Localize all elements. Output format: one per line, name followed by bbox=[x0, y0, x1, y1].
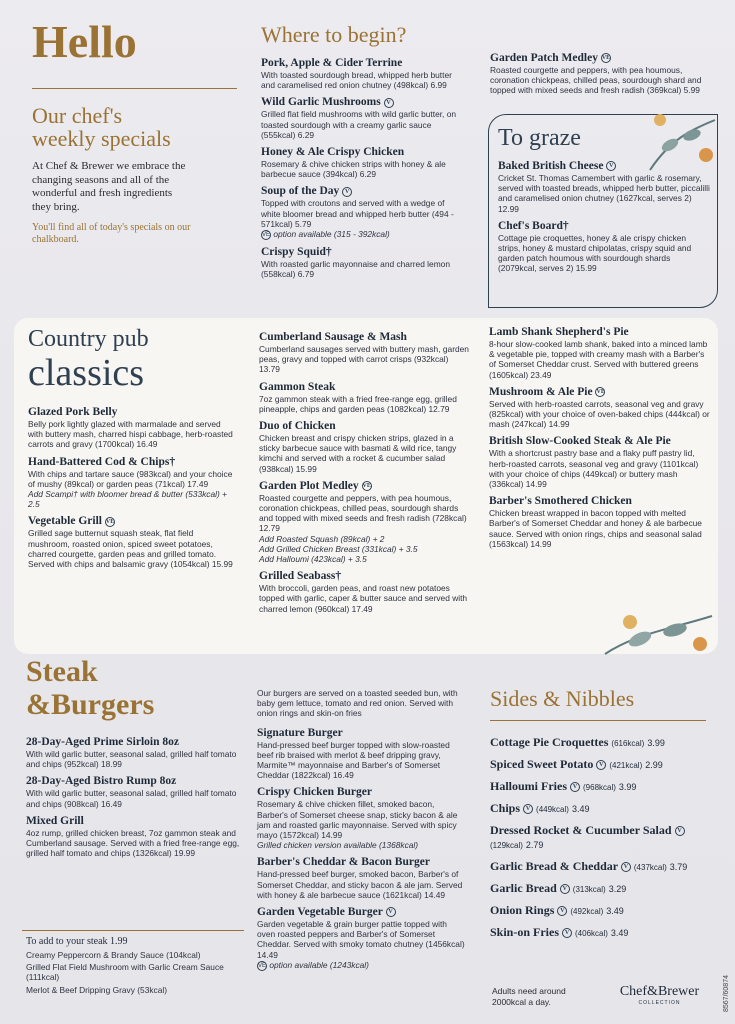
addon-text: Add Scampi† with bloomer bread & butter (533kcal) + 2.5 bbox=[28, 489, 228, 510]
vegan-icon: VE bbox=[601, 55, 611, 62]
menu-item-title bbox=[28, 406, 233, 419]
kcal-note: Adults need around 2000kcal a day. bbox=[492, 986, 566, 1007]
classics-list-1 bbox=[28, 406, 233, 569]
garden-patch-block bbox=[490, 52, 715, 102]
side-item bbox=[490, 903, 712, 919]
menu-item-title bbox=[489, 386, 711, 399]
side-name: Onion Rings bbox=[490, 903, 555, 917]
menu-item-desc: Cricket St. Thomas Camembert with garlic & rosemary, served with toasted breads, whipped herb butter, piccalilli and caramelised onion chutney (1627kcal, serves 2) 12.99 bbox=[498, 173, 710, 214]
menu-item-addon: Add Halloumi (423kcal) + 3.5 bbox=[259, 554, 367, 565]
menu-item-name: Garden Vegetable Burger bbox=[257, 906, 383, 919]
side-price: 3.49 bbox=[606, 906, 624, 916]
steak-add-item: Merlot & Beef Dripping Gravy (53kcal) bbox=[26, 984, 168, 995]
side-name: Dressed Rocket & Cucumber Salad bbox=[490, 823, 672, 837]
menu-item-name: Glazed Pork Belly bbox=[28, 406, 118, 418]
menu-item-title bbox=[261, 146, 466, 159]
vegetarian-icon: V bbox=[557, 906, 567, 916]
vegetarian-icon: V bbox=[342, 187, 352, 197]
menu-item-desc: With wild garlic butter, seasonal salad, grilled half tomato and chips (952kcal) 18.99 bbox=[26, 749, 237, 770]
vegetarian-icon: VE bbox=[362, 483, 371, 490]
garden-patch-desc: Roasted courgette and peppers, with pea houmous, coronation chickpeas, chilled peas, sourdough shard and topped with mixed seeds and fresh radish (369kcal) 5.99 bbox=[490, 65, 702, 96]
side-item bbox=[490, 779, 712, 795]
menu-item-desc: Garden vegetable & grain burger pattie topped with oven roasted peppers and Barber's of Somerset Cheddar. Served with smoky tomato chutney (1456kcal) 14.49 bbox=[257, 919, 465, 960]
vegetarian-icon: V bbox=[560, 884, 570, 894]
menu-item-name: Grilled Seabass† bbox=[259, 570, 342, 583]
classics-col1 bbox=[28, 326, 233, 575]
side-name: Skin-on Fries bbox=[490, 925, 560, 939]
side-item bbox=[490, 925, 712, 941]
floral-sprig-icon bbox=[600, 604, 718, 664]
menu-item-title bbox=[26, 736, 241, 749]
menu-item-name: Pork, Apple & Cider Terrine bbox=[261, 57, 403, 69]
menu-item-desc: 8-hour slow-cooked lamb shank, baked into a minced lamb & vegetable pie, topped with creamy mash with a Barber's of Somerset Cheddar crust. Served with buttered greens (1605kcal) 23.49 bbox=[489, 339, 708, 380]
menu-item-desc: Hand-pressed beef burger topped with slow-roasted beef rib braised with merlot & beef dripping gravy, Marmite™ mayonnaise and Barber's of Somerset Cheddar (1822kcal) 16.49 bbox=[257, 739, 450, 781]
side-kcal: (449kcal) bbox=[536, 805, 569, 814]
menu-item-title bbox=[259, 480, 471, 493]
classics-list-3 bbox=[489, 326, 711, 549]
classics-col2 bbox=[259, 331, 471, 620]
menu-item-title bbox=[28, 456, 233, 469]
vegetarian-icon: V bbox=[384, 98, 394, 108]
menu-item-title bbox=[489, 326, 711, 339]
side-price: 3.79 bbox=[669, 862, 688, 872]
side-kcal: (437kcal) bbox=[633, 863, 667, 872]
menu-item-addon: Add Grilled Chicken Breast (331kcal) + 3.5 bbox=[259, 543, 418, 554]
menu-item-desc: Rosemary & chive chicken strips with honey & ale barbecue sauce (394kcal) 6.29 bbox=[261, 159, 446, 180]
side-price: 3.99 bbox=[618, 782, 637, 792]
specials-note: You'll find all of today's specials on our chalkboard. bbox=[32, 222, 191, 245]
menu-item-name: Lamb Shank Shepherd's Pie bbox=[489, 326, 629, 338]
menu-item-name: British Slow-Cooked Steak & Ale Pie bbox=[489, 435, 671, 448]
vegan-icon: VE bbox=[258, 962, 267, 969]
side-name: Garlic Bread bbox=[490, 881, 557, 895]
menu-item-desc: With roasted garlic mayonnaise and charred lemon (558kcal) 6.79 bbox=[261, 258, 450, 280]
menu-item-title bbox=[26, 775, 241, 788]
sides-list bbox=[490, 735, 712, 941]
side-kcal: (492kcal) bbox=[570, 907, 604, 916]
menu-item-desc: With broccoli, garden peas, and roast new potatoes topped with garlic, caper & butter sauce and served with charred lemon (960kcal) 17.49 bbox=[259, 583, 468, 614]
steak-title-2: &Burgers bbox=[26, 688, 155, 721]
menu-item-desc: Chicken breast wrapped in bacon topped with melted Barber's of Somerset Cheddar and honey & ale barbecue sauce. Served with onion rings, chips and seasonal salad (1563kcal) 14.99 bbox=[489, 508, 702, 549]
menu-item-title bbox=[259, 331, 471, 344]
side-name: Halloumi Fries bbox=[490, 779, 567, 793]
specials-title-2: weekly specials bbox=[32, 126, 171, 151]
vegetarian-icon: V bbox=[621, 862, 631, 872]
menu-item-desc: Hand-pressed beef burger, smoked bacon, Barber's of Somerset Cheddar, and sticky bacon & ale jam. Served with honey & ale barbecue sauce (1621kcal) 14.49 bbox=[257, 869, 463, 900]
menu-item-desc: Belly pork lightly glazed with marmalade and served with buttery mash, charred hispi cabbage, herb-roasted carrots and gravy (1700kcal) 16.49 bbox=[28, 419, 233, 450]
menu-item-title bbox=[28, 515, 233, 528]
vegan-icon: VE bbox=[262, 231, 271, 238]
side-kcal: (421kcal) bbox=[609, 761, 643, 770]
hello-heading: Hello bbox=[32, 16, 137, 67]
vegetarian-icon: V bbox=[562, 928, 572, 938]
specials-body: At Chef & Brewer we embrace the changing seasons and all of the wonderful and fresh ingredients they bring. bbox=[32, 160, 186, 213]
burger-list bbox=[257, 727, 467, 971]
menu-item-desc: 7oz gammon steak with a fried free-range egg, grilled pineapple, chips and garden peas (1082kcal) 12.79 bbox=[259, 393, 457, 414]
vegetarian-icon: V bbox=[596, 760, 606, 770]
side-item bbox=[490, 823, 712, 853]
menu-code: 8567/60874 bbox=[723, 975, 730, 1012]
brand-name: Chef&Brewer bbox=[619, 984, 700, 999]
side-price: 3.29 bbox=[608, 884, 627, 894]
steak-title-1: Steak bbox=[26, 655, 98, 688]
side-item bbox=[490, 735, 712, 751]
menu-item-name: 28-Day-Aged Prime Sirloin 8oz bbox=[26, 736, 179, 748]
menu-item-desc: With toasted sourdough bread, whipped herb butter and caramelised red onion chutney (498kcal) 6.99 bbox=[261, 70, 452, 91]
classics-list-2 bbox=[259, 331, 471, 614]
side-price: 2.99 bbox=[645, 760, 663, 770]
menu-item-name: Soup of the Day bbox=[261, 185, 340, 198]
menu-item-name: Mixed Grill bbox=[26, 814, 84, 827]
menu-item-addon bbox=[28, 489, 233, 509]
side-item bbox=[490, 801, 712, 817]
menu-item-title bbox=[261, 57, 466, 70]
menu-item-desc: Topped with croutons and served with a wedge of white bloomer bread and whipped herb butter (494 - 571kcal) 5.79 bbox=[261, 198, 454, 229]
side-kcal: (968kcal) bbox=[583, 783, 616, 792]
steak-add-title: To add to your steak bbox=[26, 936, 108, 947]
menu-item-desc: With a shortcrust pastry base and a flaky puff pastry lid, herb-roasted carrots, seasonal veg and gravy (1101kcal) with your choice of chips (449kcal) or buttery mash (336kcal) 14.99 bbox=[489, 448, 699, 490]
intro-column bbox=[32, 14, 242, 246]
menu-item-name: Honey & Ale Crispy Chicken bbox=[261, 146, 405, 159]
menu-item-title bbox=[261, 96, 466, 109]
sides-column bbox=[490, 686, 712, 947]
menu-item-title bbox=[259, 381, 471, 394]
classics-title-1: Country pub bbox=[28, 326, 149, 352]
menu-item-addon: Add Roasted Squash (89kcal) + 2 bbox=[259, 533, 385, 544]
menu-item-title bbox=[26, 815, 241, 828]
menu-item-name: Vegetable Grill bbox=[28, 515, 102, 528]
vegetarian-icon: V bbox=[606, 161, 616, 171]
menu-item-name: Mushroom & Ale Pie bbox=[489, 385, 593, 398]
side-name: Spiced Sweet Potato bbox=[490, 757, 594, 771]
menu-item-title bbox=[261, 185, 466, 198]
side-item bbox=[490, 881, 712, 897]
menu-item-name: Garden Plot Medley bbox=[259, 479, 359, 492]
menu-item-title bbox=[261, 246, 466, 259]
side-kcal: (129kcal) bbox=[490, 841, 523, 850]
menu-item-title bbox=[257, 786, 467, 799]
menu-item-title bbox=[257, 906, 467, 919]
menu-item-desc: Roasted courgette and peppers, with pea houmous, coronation chickpeas, chilled peas, sourdough shards and topped with mixed seeds and fresh radish (728kcal) 12.79 bbox=[259, 492, 467, 534]
addon-text: option available (315 - 392kcal) bbox=[273, 229, 390, 240]
steak-list bbox=[26, 736, 241, 858]
menu-item-name: Duo of Chicken bbox=[259, 420, 336, 433]
side-price: 2.79 bbox=[525, 840, 544, 850]
begin-title: Where to begin? bbox=[261, 22, 407, 47]
steak-add-item: Grilled Flat Field Mushroom with Garlic Cream Sauce (111kcal) bbox=[26, 962, 224, 983]
burger-column bbox=[257, 688, 467, 977]
menu-item-addon bbox=[257, 840, 467, 850]
side-item bbox=[490, 757, 712, 773]
menu-item-title bbox=[257, 727, 467, 740]
side-kcal: (313kcal) bbox=[572, 885, 606, 894]
steak-add-price: 1.99 bbox=[110, 936, 128, 947]
steak-add-list bbox=[26, 950, 246, 995]
vegetarian-icon: V bbox=[523, 804, 533, 814]
side-name: Cottage Pie Croquettes bbox=[490, 735, 609, 749]
menu-item-name: Hand-Battered Cod & Chips† bbox=[28, 455, 176, 468]
side-price: 3.99 bbox=[647, 738, 665, 748]
menu-item-name: 28-Day-Aged Bistro Rump 8oz bbox=[26, 775, 177, 788]
brand-logo bbox=[612, 984, 707, 1006]
menu-item-name: Barber's Smothered Chicken bbox=[489, 495, 632, 508]
menu-item-desc: 4oz rump, grilled chicken breast, 7oz gammon steak and Cumberland sausage. Served with a fried free-range egg, grilled half tomato and chips (1326kcal) 19.99 bbox=[26, 827, 240, 859]
menu-item-title bbox=[259, 570, 471, 583]
divider bbox=[22, 930, 244, 931]
vegetarian-icon: VE bbox=[596, 389, 605, 396]
menu-item-name: Barber's Cheddar & Bacon Burger bbox=[257, 856, 430, 869]
begin-column bbox=[261, 22, 466, 285]
menu-item-desc: With chips and tartare sauce (983kcal) and your choice of mushy (89kcal) or garden peas (71kcal) 17.49 bbox=[28, 468, 233, 489]
menu-item-desc: Cumberland sausages served with buttery mash, garden peas, gravy and topped with carrot crisps (932kcal) 13.79 bbox=[259, 344, 469, 375]
vegetarian-icon: V bbox=[386, 907, 396, 917]
classics-col3 bbox=[489, 326, 711, 555]
menu-item-title bbox=[498, 220, 710, 233]
classics-title-2: classics bbox=[28, 352, 145, 394]
menu-item-desc: Served with herb-roasted carrots, seasonal veg and gravy (825kcal) with your choice of oven-baked chips (444kcal) or mash (247kcal) 14.99 bbox=[489, 398, 710, 430]
side-price: 3.49 bbox=[571, 804, 590, 814]
side-kcal: (616kcal) bbox=[611, 739, 645, 748]
menu-item-name: Cumberland Sausage & Mash bbox=[259, 331, 407, 343]
menu-item-title bbox=[489, 495, 711, 508]
menu-item-title bbox=[259, 420, 471, 433]
menu-item-name: Signature Burger bbox=[257, 726, 343, 739]
sides-title: Sides & Nibbles bbox=[490, 686, 635, 711]
addon-text: Grilled chicken version available (1368kcal) bbox=[257, 840, 419, 851]
menu-item-desc: Rosemary & chive chicken fillet, smoked bacon, Barber's of Somerset cheese snap, sticky bacon & ale jam and roasted garlic mayonnaise. Served with spicy mayo (1572kcal) 14.99 bbox=[257, 799, 458, 841]
menu-item-addon bbox=[257, 960, 467, 971]
vegetarian-icon: V bbox=[570, 782, 580, 792]
menu-item-desc: With wild garlic butter, seasonal salad, grilled half tomato and chips (908kcal) 16.49 bbox=[26, 788, 237, 809]
side-price: 3.49 bbox=[610, 928, 629, 938]
vegetarian-icon: V bbox=[675, 826, 685, 836]
menu-item-name: Crispy Squid† bbox=[261, 245, 332, 258]
garden-patch-name: Garden Patch Medley bbox=[490, 52, 598, 64]
addon-text: option available (1243kcal) bbox=[269, 959, 369, 970]
menu-item-name: Baked British Cheese bbox=[498, 160, 604, 172]
menu-item-desc: Grilled sage butternut squash steak, flat field mushroom, roasted onion, spiced sweet potatoes, charred courgette, garden peas and grilled tomato. Served with chips and balsamic gravy (1054kcal) 15.99 bbox=[28, 528, 233, 570]
menu-item-name: Chef's Board† bbox=[498, 219, 569, 232]
brand-sub: COLLECTION bbox=[638, 1000, 681, 1006]
vegetarian-icon: VE bbox=[105, 518, 115, 525]
begin-list bbox=[261, 57, 466, 279]
divider bbox=[32, 88, 237, 89]
menu-item-name: Gammon Steak bbox=[259, 380, 336, 393]
specials-title-1: Our chef's bbox=[32, 103, 123, 128]
side-kcal: (406kcal) bbox=[575, 929, 608, 938]
menu-item-name: Wild Garlic Mushrooms bbox=[261, 96, 381, 109]
steak-add-item: Creamy Peppercorn & Brandy Sauce (104kcal) bbox=[26, 950, 201, 960]
graze-title: To graze bbox=[498, 125, 581, 151]
side-name: Garlic Bread & Cheddar bbox=[490, 859, 618, 873]
burger-intro: Our burgers are served on a toasted seeded bun, with baby gem lettuce, tomato and red onion. Served with onion rings and skin-on fries bbox=[257, 688, 458, 719]
divider bbox=[490, 720, 706, 721]
menu-item-desc: Grilled flat field mushrooms with wild garlic butter, on toasted sourdough with a creamy garlic sauce (555kcal) 6.29 bbox=[261, 109, 457, 140]
menu-item-title bbox=[257, 856, 467, 869]
floral-illustration-icon bbox=[640, 100, 720, 180]
steak-column bbox=[26, 656, 241, 864]
menu-item-desc: Chicken breast and crispy chicken strips, glazed in a sticky barbecue sauce with basmati & wild rice, tangy kimchi and served with a rocket & cucumber salad (938kcal) 15.99 bbox=[259, 433, 457, 474]
menu-item-name: Crispy Chicken Burger bbox=[257, 786, 372, 799]
steak-add-block bbox=[26, 936, 246, 997]
menu-item-title bbox=[489, 435, 711, 448]
side-item bbox=[490, 859, 712, 875]
side-name: Chips bbox=[490, 801, 521, 815]
menu-item-addon bbox=[261, 229, 466, 240]
menu-item-desc: Cottage pie croquettes, honey & ale crispy chicken strips, honey & mustard chipolatas, crispy squid and garden patch houmous with sourdough shards (2079kcal, serves 2) 15.99 bbox=[498, 232, 692, 274]
